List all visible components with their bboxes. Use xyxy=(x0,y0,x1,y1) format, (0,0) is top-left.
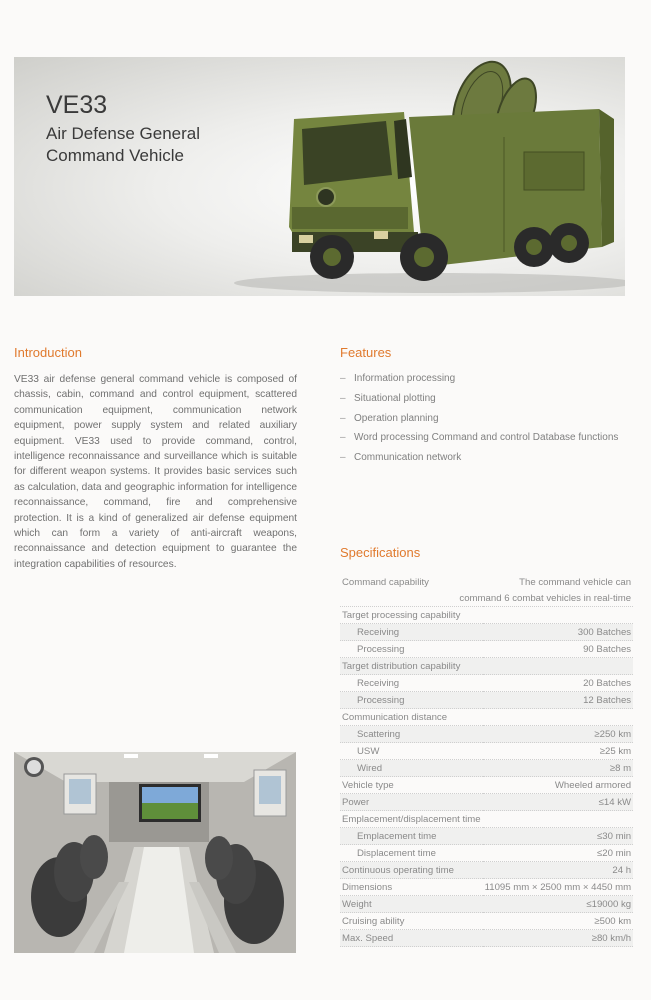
spec-value: ≥8 m xyxy=(483,760,633,777)
features-list xyxy=(340,371,640,470)
spec-row xyxy=(340,828,633,845)
spec-value: ≤20 min xyxy=(483,845,633,862)
spec-row xyxy=(340,913,633,930)
spec-row xyxy=(340,607,633,624)
feature-item: – Situational plotting xyxy=(340,392,436,404)
specifications-heading: Specifications xyxy=(340,545,421,560)
spec-label: Communication distance xyxy=(340,709,483,726)
spec-label: Max. Speed xyxy=(340,930,483,947)
spec-label: Command capability xyxy=(342,576,429,588)
spec-label: Emplacement time xyxy=(340,828,483,845)
features-heading: Features xyxy=(340,345,392,360)
spec-label: Receiving xyxy=(340,624,483,641)
spec-value: ≤14 kW xyxy=(483,794,633,811)
spec-value: ≥500 km xyxy=(483,913,633,930)
spec-value xyxy=(483,607,633,624)
spec-label: Receiving xyxy=(340,675,483,692)
spec-value: 90 Batches xyxy=(483,641,633,658)
spec-row xyxy=(340,777,633,794)
spec-row xyxy=(340,794,633,811)
spec-value: 20 Batches xyxy=(483,675,633,692)
spec-value xyxy=(483,709,633,726)
spec-row xyxy=(340,811,633,828)
spec-row xyxy=(340,658,633,675)
spec-label: Displacement time xyxy=(340,845,483,862)
feature-item: – Information processing xyxy=(340,373,456,384)
feature-item: – Communication network xyxy=(340,452,462,464)
spec-row xyxy=(340,845,633,862)
introduction-heading: Introduction xyxy=(14,345,82,360)
spec-label: Scattering xyxy=(340,726,483,743)
spec-value: 11095 mm × 2500 mm × 4450 mm xyxy=(483,879,633,896)
spec-value: 300 Batches xyxy=(483,624,633,641)
spec-value: ≥25 km xyxy=(483,743,633,760)
spec-row xyxy=(340,590,633,607)
model-number: VE33 xyxy=(46,91,108,119)
spec-row xyxy=(340,862,633,879)
spec-label: USW xyxy=(340,743,483,760)
feature-item: – Operation planning xyxy=(340,412,439,424)
vehicle-name xyxy=(46,123,200,167)
interior-photo xyxy=(14,752,296,953)
spec-row xyxy=(340,675,633,692)
spec-label: Processing xyxy=(340,692,483,709)
spec-value: ≥80 km/h xyxy=(483,930,633,947)
spec-row xyxy=(340,760,633,777)
spec-value: ≤19000 kg xyxy=(483,896,633,913)
spec-value: Wheeled armored xyxy=(483,777,633,794)
spec-label: Continuous operating time xyxy=(340,862,483,879)
spec-label: Target processing capability xyxy=(340,607,483,624)
spec-value: command 6 combat vehicles in real-time xyxy=(340,590,633,607)
spec-value: 24 h xyxy=(483,862,633,879)
spec-row xyxy=(340,743,633,760)
specifications-table xyxy=(340,574,633,947)
spec-label: Dimensions xyxy=(340,879,483,896)
spec-label: Vehicle type xyxy=(340,777,483,794)
spec-label: Power xyxy=(340,794,483,811)
vehicle-name-line-1: Air Defense General xyxy=(46,124,201,143)
spec-row xyxy=(340,624,633,641)
vehicle-name-line-2: Command Vehicle xyxy=(46,146,184,165)
command-cabin-illustration xyxy=(14,752,296,953)
spec-row xyxy=(340,641,633,658)
spec-label: Weight xyxy=(340,896,483,913)
spec-label: Wired xyxy=(340,760,483,777)
feature-item: – Word processing Command and control Database functions xyxy=(340,432,619,444)
introduction-text: VE33 air defense general command vehicle is composed of chassis, cabin, command and control equipment, scattered communication equipment, communication network equipment, power supply system and related auxiliary equipment. VE33 used to provide command, control, intelligence reconnaissance and surveillance which is suitable for different weapon systems. It provides basic services such as calculation, data and geographic information for intelligence reconnaissance, command, fire and comprehensive protection. It is a kind of generalized air defense equipment which can form a variety of anti-aircraft weapons, reconnaissance and detection equipment to guarantee the integration capabilities of resources. xyxy=(14,374,297,570)
spec-row xyxy=(340,709,633,726)
spec-row xyxy=(340,726,633,743)
spec-value xyxy=(483,658,633,675)
spec-label: Cruising ability xyxy=(340,913,483,930)
spec-row xyxy=(340,879,633,896)
hero-banner xyxy=(14,57,625,296)
spec-row xyxy=(340,930,633,947)
spec-value: ≥250 km xyxy=(483,726,633,743)
spec-value: 12 Batches xyxy=(483,692,633,709)
spec-value: The command vehicle can xyxy=(519,576,632,588)
spec-label: Target distribution capability xyxy=(340,658,483,675)
spec-value xyxy=(483,811,633,828)
spec-row xyxy=(340,692,633,709)
spec-value: ≤30 min xyxy=(483,828,633,845)
spec-label: Emplacement/displacement time xyxy=(340,811,483,828)
spec-label: Processing xyxy=(340,641,483,658)
spec-row xyxy=(340,574,633,590)
spec-row xyxy=(340,896,633,913)
